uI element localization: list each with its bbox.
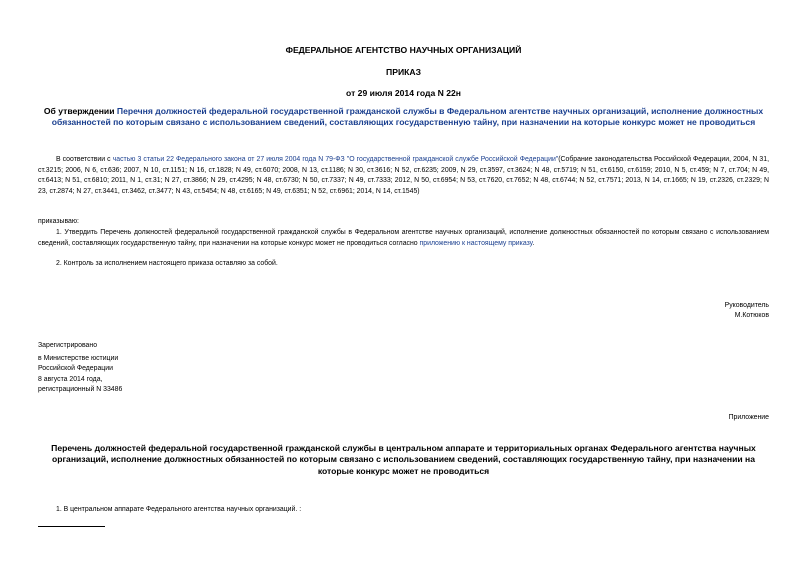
appendix-label: Приложение (728, 414, 769, 421)
doc-type-heading: ПРИКАЗ (386, 67, 421, 77)
order-title (38, 106, 769, 129)
registration-line: 8 августа 2014 года, (38, 375, 103, 383)
appendix-item-1-tail: . : (295, 506, 302, 513)
footnote-divider (38, 526, 105, 527)
order-item-1-end: . (532, 239, 535, 247)
appendix-title: Перечень должностей федеральной государственной гражданской службы в центральном аппарате и территориальных органах Федерального агентства научных организаций, исполнение должностных обязанностей по которым связано с использованием сведений, составляющих государственную тайну, при назначении на которые конкурс может не проводиться (51, 443, 756, 476)
order-item-1-text: 1. Утвердить Перечень должностей федеральной государственной гражданской службы в Федеральном агентстве научных организаций, исполнение должностных обязанностей по которым связано с использованием сведений, составляющих государственную тайну, при назначении на которые конкурс может не проводиться согласно (38, 229, 769, 247)
appendix-link[interactable]: приложению к настоящему приказу (419, 239, 533, 247)
agency-heading: ФЕДЕРАЛЬНОЕ АГЕНТСТВО НАУЧНЫХ ОРГАНИЗАЦИЙ (285, 45, 522, 55)
preamble-citations: (Собрание законодательства Российской Федерации, 2004, N 31, ст.3215; 2006, N 6, ст.636; 2007, N 10, ст.1151; N 16, ст.1828; N 49, ст.6070; 2008, N 13, ст.1186; N 30, ст.3616; N 52, ст.6235; 2009, N 29, ст.3597, ст.3624; N 48, ст.5719; N 51, ст.6150, ст.6159; 2010, N 5, ст.459; N 7, ст.704; N 49, ст.6413; N 51, ст.6810; 2011, N 1, ст.31; N 27, ст.3866; N 29, ст.4295; N 48, ст.6730; N 50, ст.7337; N 49, ст.7333; 2012, N 50, ст.6954; N 53, ст.7620, ст.7652; N 48, ст.6744; N 52, ст.7571; 2013, N 14, ст.1665; N 19, ст.2326, ст.2329; N 23, ст.2874; N 27, ст.3441, ст.3462, ст.3477; N 43, ст.5454; N 48, ст.6165; N 49, ст.6351; N 52, ст.6961; 2014, N 14, ст.1545) (38, 156, 770, 195)
preamble-paragraph (38, 155, 769, 197)
federal-law-link[interactable]: частью 3 статьи 22 Федерального закона от 27 июля 2004 года N 79-ФЗ "О государственной гражданской службе Российской Федерации" (112, 156, 559, 163)
registration-line: Российской Федерации (38, 365, 113, 373)
registration-line: в Министерстве юстиции (38, 354, 119, 362)
preamble-prefix: В соответствии с (56, 156, 113, 163)
order-title-link[interactable]: Перечня должностей федеральной государственной гражданской службы в Федеральном агентстве научных организаций, исполнение должностных обязанностей по которым связано с использованием сведений, составляющих государственную тайну, при назначении на которые конкурс может не проводиться (51, 106, 764, 128)
appendix-item-1-text: 1. В центральном аппарате Федерального агентства научных организаций (56, 506, 296, 513)
order-intro: приказываю: (38, 218, 79, 225)
registration-block (38, 341, 122, 396)
order-title-prefix: Об утверждении (43, 106, 117, 116)
appendix-item-1 (56, 505, 301, 516)
order-date-number: от 29 июля 2014 года N 22н (346, 88, 461, 98)
signature-name: М.Котюков (734, 312, 769, 319)
signature-position: Руководитель (724, 302, 769, 309)
registration-line: регистрационный N 33486 (38, 386, 123, 394)
registration-line: Зарегистрировано (38, 342, 98, 349)
order-item-1 (38, 228, 769, 249)
order-item-2: 2. Контроль за исполнением настоящего приказа оставляю за собой. (56, 260, 278, 267)
